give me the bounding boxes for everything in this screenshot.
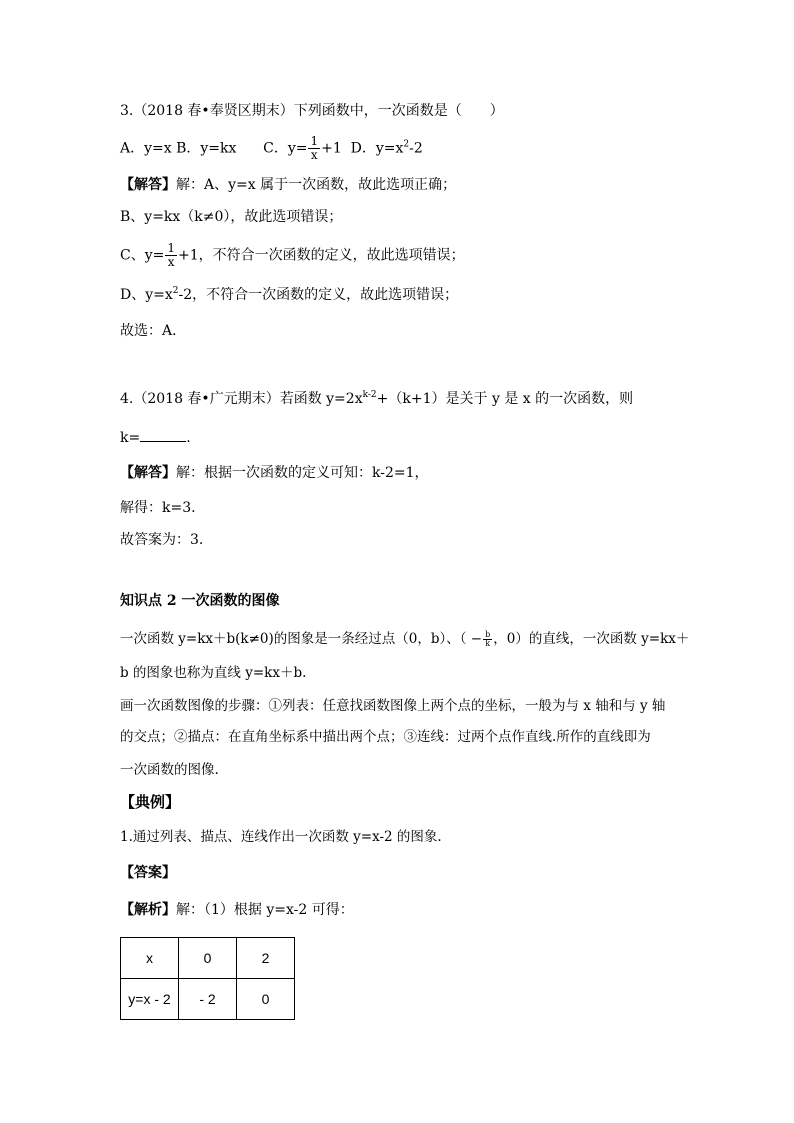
- section-p1-suffix: ，0）的直线，一次函数 y=kx＋: [493, 631, 690, 647]
- q4-stem-suffix: +（k+1）是关于 y 是 x 的一次函数，则: [376, 391, 634, 407]
- section-p1-numerator: b: [485, 630, 491, 639]
- q3-solution-text4-suffix: -2，不符合一次函数的定义，故此选项错误；: [178, 287, 459, 303]
- q3-solution-text2: B、y=kx（k≠0），故此选项错误；: [120, 209, 343, 225]
- table-cell: 0: [179, 938, 237, 979]
- section-p2-line3-text: 一次函数的图像.: [120, 762, 219, 778]
- example-analysis-text: 解：（1）根据 y=x-2 可得：: [176, 902, 354, 918]
- q3-options: [120, 135, 423, 162]
- q3-solution-line4: [120, 286, 458, 304]
- q4-stem-line2-suffix: .: [186, 430, 191, 446]
- table-row: [121, 979, 295, 1020]
- section-title: [120, 592, 280, 610]
- table-cell: x: [121, 938, 179, 979]
- q4-conclusion-text: 故答案为：3.: [120, 532, 204, 548]
- section-p1-line2-text: b 的图象也称为直线 y=kx＋b.: [120, 665, 307, 681]
- q4-solution-text2: 解得：k=3.: [120, 500, 196, 516]
- q4-answer-tag: 【解答】: [120, 465, 176, 481]
- section-p1-line2: [120, 664, 306, 682]
- q3-option-c-numerator: 1: [310, 134, 319, 148]
- example-question: [120, 828, 442, 846]
- example-tag-text: 【典例】: [120, 793, 181, 811]
- q3-option-a-b: A．y=x B．y=kx: [120, 140, 237, 157]
- example-answer-tag-text: 【答案】: [120, 865, 176, 881]
- q3-solution-line2: [120, 208, 342, 226]
- q3-solution-text4-prefix: D、y=x: [120, 287, 173, 303]
- q4-stem-line2: [120, 427, 191, 447]
- example-analysis: [120, 901, 354, 919]
- q3-solution-text3-prefix: C、y=: [120, 247, 165, 264]
- q3-solution-text4-sup: 2: [172, 286, 179, 296]
- q3-option-d-prefix: D．y=x: [350, 140, 404, 157]
- q3-option-d-suffix: -2: [409, 140, 423, 157]
- q3-option-c-prefix: C．y=: [263, 140, 308, 157]
- example-question-text: 1.通过列表、描点、连线作出一次函数 y=x-2 的图象.: [120, 829, 442, 845]
- table-cell: y=x - 2: [121, 979, 179, 1020]
- q4-solution-line1: [120, 464, 429, 482]
- q3-solution-text1: 解：A、y=x 属于一次函数，故此选项正确；: [176, 177, 457, 193]
- q3-conclusion: [120, 322, 186, 340]
- q3-solution-numerator: 1: [167, 241, 175, 255]
- q4-solution-text1: 解：根据一次函数的定义可知：k-2=1，: [176, 465, 429, 481]
- example-answer-tag: [120, 864, 176, 882]
- q4-stem-line2-prefix: k=: [120, 430, 141, 446]
- section-p1-line1: [120, 630, 689, 648]
- section-p2-line1: [120, 697, 665, 715]
- q3-option-c-suffix: +1: [321, 140, 342, 157]
- q3-option-c-fraction: [308, 135, 320, 162]
- q4-stem-prefix: 4.（2018 春•广元期末）若函数 y=2x: [120, 391, 363, 407]
- q3-conclusion-text: 故选：A．: [120, 323, 187, 339]
- q4-stem-sup: k-2: [362, 390, 377, 400]
- q3-stem-text: 3.（2018 春•奉贤区期末）下列函数中，一次函数是（ ）: [120, 103, 504, 119]
- example-analysis-tag: 【解析】: [120, 902, 176, 918]
- table-cell: 0: [237, 979, 295, 1020]
- q4-solution-line2: [120, 499, 196, 517]
- q3-stem: [120, 102, 504, 120]
- q3-answer-tag: 【解答】: [120, 177, 176, 193]
- section-p2-line1-text: 画一次函数图像的步骤：①列表：任意找函数图像上两个点的坐标，一般为与 x 轴和与 y 轴: [120, 698, 666, 714]
- q3-solution-line3: [120, 242, 465, 269]
- section-p2-line2: [120, 728, 651, 746]
- q4-conclusion: [120, 531, 203, 549]
- table-row: [121, 938, 295, 979]
- q3-solution-denominator: x: [167, 255, 175, 269]
- table-cell: - 2: [179, 979, 237, 1020]
- q3-option-d-sup: 2: [403, 139, 410, 150]
- q4-answer-blank[interactable]: [140, 427, 186, 442]
- section-p1-denominator: k: [485, 639, 491, 648]
- section-p1-prefix: 一次函数 y=kx＋b(k≠0)的图象是一条经过点（0，b）、（ −: [120, 631, 483, 647]
- section-p2-line2-text: 的交点；②描点：在直角坐标系中描出两个点；③连线：过两个点作直线.所作的直线即为: [120, 729, 651, 745]
- example-tag: [120, 793, 180, 811]
- section-p2-line3: [120, 761, 219, 779]
- values-table: [120, 937, 295, 1020]
- q4-stem: [120, 390, 633, 408]
- section-p1-fraction: [483, 631, 492, 648]
- section-title-text: 知识点 2 一次函数的图像: [120, 593, 280, 609]
- table-cell: 2: [237, 938, 295, 979]
- q3-solution-line1: [120, 176, 456, 194]
- q3-solution-text3-suffix: +1，不符合一次函数的定义，故此选项错误；: [178, 247, 465, 264]
- q3-option-c-denominator: x: [310, 148, 318, 162]
- q3-solution-fraction: [165, 242, 177, 269]
